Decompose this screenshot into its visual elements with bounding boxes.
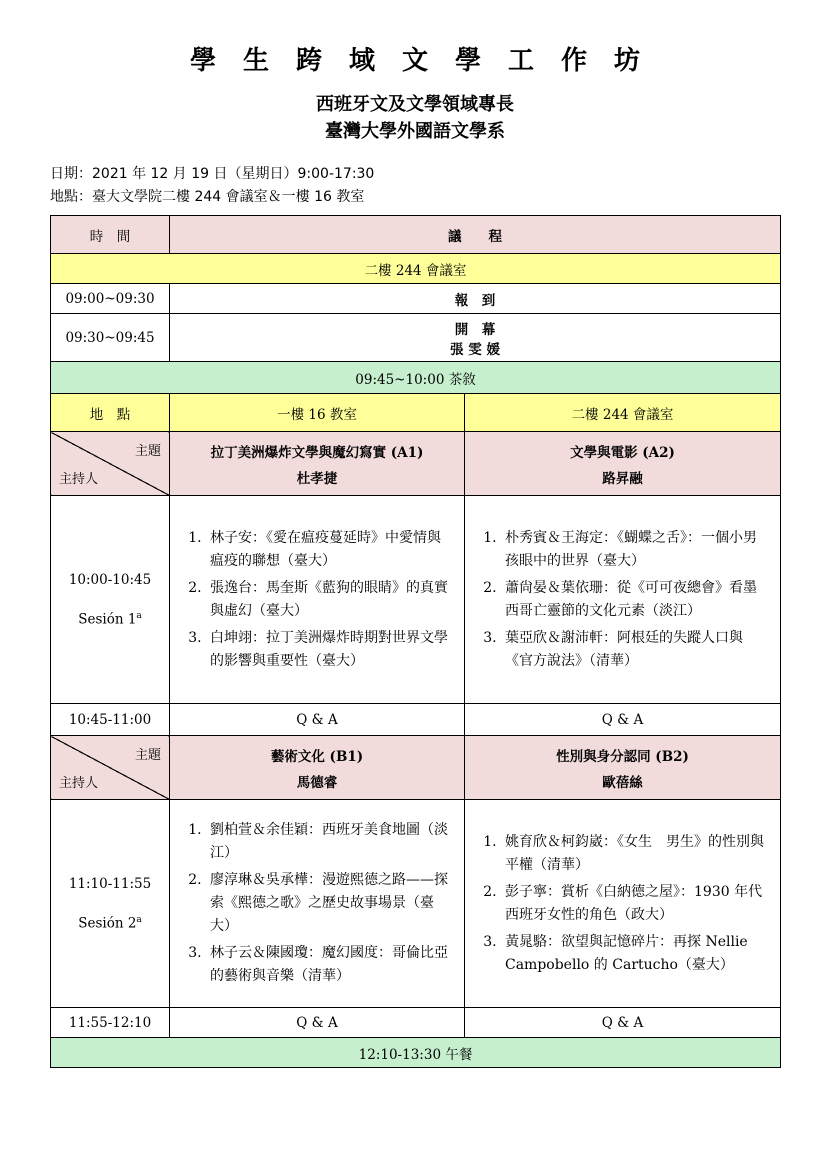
panel-b2-theme: 性別與身分認同 (B2) (556, 748, 689, 765)
page-title: 學生跨域文學工作坊 (189, 46, 667, 76)
session-2-label-line (51, 902, 169, 942)
theme-host-corner (51, 736, 170, 800)
agenda-table (50, 215, 781, 1068)
qa-2a: Q & A (170, 1008, 465, 1038)
session-1-time-cell (51, 496, 170, 704)
paper-item: 1. 姚育欣＆柯鈞崴：《女生 男生》的性別與平權（清華） (501, 831, 770, 877)
theme-label: 主題 (134, 748, 161, 763)
session-1-time: 10:00-10:45 (68, 571, 152, 588)
panel-b2-papers (465, 831, 780, 977)
panel-a2-papers-cell (465, 496, 781, 704)
subtitle-program: 西班牙文及文學領域專長 (316, 94, 514, 115)
session-2-time-cell (51, 800, 170, 1008)
panel-a2-theme: 文學與電影 (A2) (570, 444, 675, 461)
paper-item: 3. 白坤翊：拉丁美洲爆炸時期對世界文學的影響與重要性（臺大） (206, 627, 454, 673)
opening-time: 09:30~09:45 (51, 314, 170, 362)
panel-b2-header (465, 736, 781, 800)
panel-a1-host: 杜孝捷 (296, 470, 338, 487)
subtitle-department: 臺灣大學外國語文學系 (325, 121, 505, 142)
paper-item: 1. 劉柏萱＆余佳穎：西班牙美食地圖（淡江） (206, 819, 454, 865)
panel-b1-host: 馬德睿 (296, 774, 338, 791)
panel-a1-papers-cell (170, 496, 465, 704)
session-2-time: 11:10-11:55 (68, 875, 152, 892)
panel-b2-papers-cell (465, 800, 781, 1008)
registration-event: 報 到 (170, 284, 781, 314)
registration-time: 09:00~09:30 (51, 284, 170, 314)
paper-item: 2. 張逸台：馬奎斯《藍狗的眼睛》的真實與虛幻（臺大） (206, 577, 454, 623)
paper-item: 1. 朴秀賓＆王海定：《蝴蝶之舌》：一個小男孩眼中的世界（臺大） (501, 527, 770, 573)
event-venue: 地點：臺大文學院二樓 244 會議室＆一樓 16 教室 (50, 189, 365, 205)
opening-event: 開 幕 (454, 321, 496, 338)
panel-b1-papers (170, 819, 464, 988)
lunch-break: 12:10-13:30 午餐 (51, 1038, 781, 1068)
tea-break: 09:45~10:00 茶敘 (51, 362, 781, 394)
event-date: 日期：2021 年 12 月 19 日（星期日）9:00-17:30 (50, 166, 375, 182)
theme-label: 主題 (134, 444, 161, 459)
session-2-sup: a (136, 914, 142, 925)
room-main-banner: 二樓 244 會議室 (51, 254, 781, 284)
qa-1a: Q & A (170, 704, 465, 736)
qa-1b: Q & A (465, 704, 781, 736)
paper-item: 2. 廖淳琳＆吳承樺：漫遊熙德之路——探索《熙德之歌》之歷史故事場景（臺大） (206, 869, 454, 938)
panel-a1-theme: 拉丁美洲爆炸文學與魔幻寫實 (A1) (210, 444, 424, 461)
panel-a2-host: 路昇融 (602, 470, 643, 487)
panel-b1-theme: 藝術文化 (B1) (270, 748, 364, 765)
paper-item: 3. 黃晁駱：欲望與記憶碎片：再探 Nellie Campobello 的 Cartucho（臺大） (501, 931, 770, 977)
paper-item: 3. 葉亞欣＆謝沛軒：阿根廷的失蹤人口與《官方說法》（清華） (501, 627, 770, 673)
panel-a2-header (465, 432, 781, 496)
host-label: 主持人 (59, 776, 99, 791)
qa-1-time: 10:45-11:00 (51, 704, 170, 736)
opening-person: 張 雯 媛 (450, 341, 500, 358)
col-time-header: 時 間 (51, 216, 170, 254)
theme-host-corner (51, 432, 170, 496)
room-a: 一樓 16 教室 (170, 394, 465, 432)
session-1-label: Sesión 1 (78, 611, 137, 628)
host-label: 主持人 (59, 472, 99, 487)
panel-b2-host: 歐蓓絲 (602, 774, 643, 791)
panel-a1-papers (170, 527, 464, 673)
panel-a2-papers (465, 527, 780, 673)
paper-item: 1. 林子安：《愛在瘟疫蔓延時》中愛情與瘟疫的聯想（臺大） (206, 527, 454, 573)
paper-item: 3. 林子云＆陳國瓊：魔幻國度：哥倫比亞的藝術與音樂（清華） (206, 942, 454, 988)
session-1-sup: a (136, 610, 142, 621)
paper-item: 2. 蕭尙晏＆葉依珊：從《可可夜總會》看墨西哥亡靈節的文化元素（淡江） (501, 577, 770, 623)
location-label: 地 點 (51, 394, 170, 432)
panel-b1-papers-cell (170, 800, 465, 1008)
session-1-label-line (51, 598, 169, 638)
col-agenda-header: 議 程 (170, 216, 781, 254)
paper-item: 2. 彭子寧：賞析《白納德之屋》：1930 年代西班牙女性的角色（政大） (501, 881, 770, 927)
panel-b1-header (170, 736, 465, 800)
panel-a1-header (170, 432, 465, 496)
opening-cell (170, 314, 781, 362)
qa-2-time: 11:55-12:10 (51, 1008, 170, 1038)
session-2-label: Sesión 2 (78, 915, 137, 932)
room-b: 二樓 244 會議室 (465, 394, 781, 432)
qa-2b: Q & A (465, 1008, 781, 1038)
